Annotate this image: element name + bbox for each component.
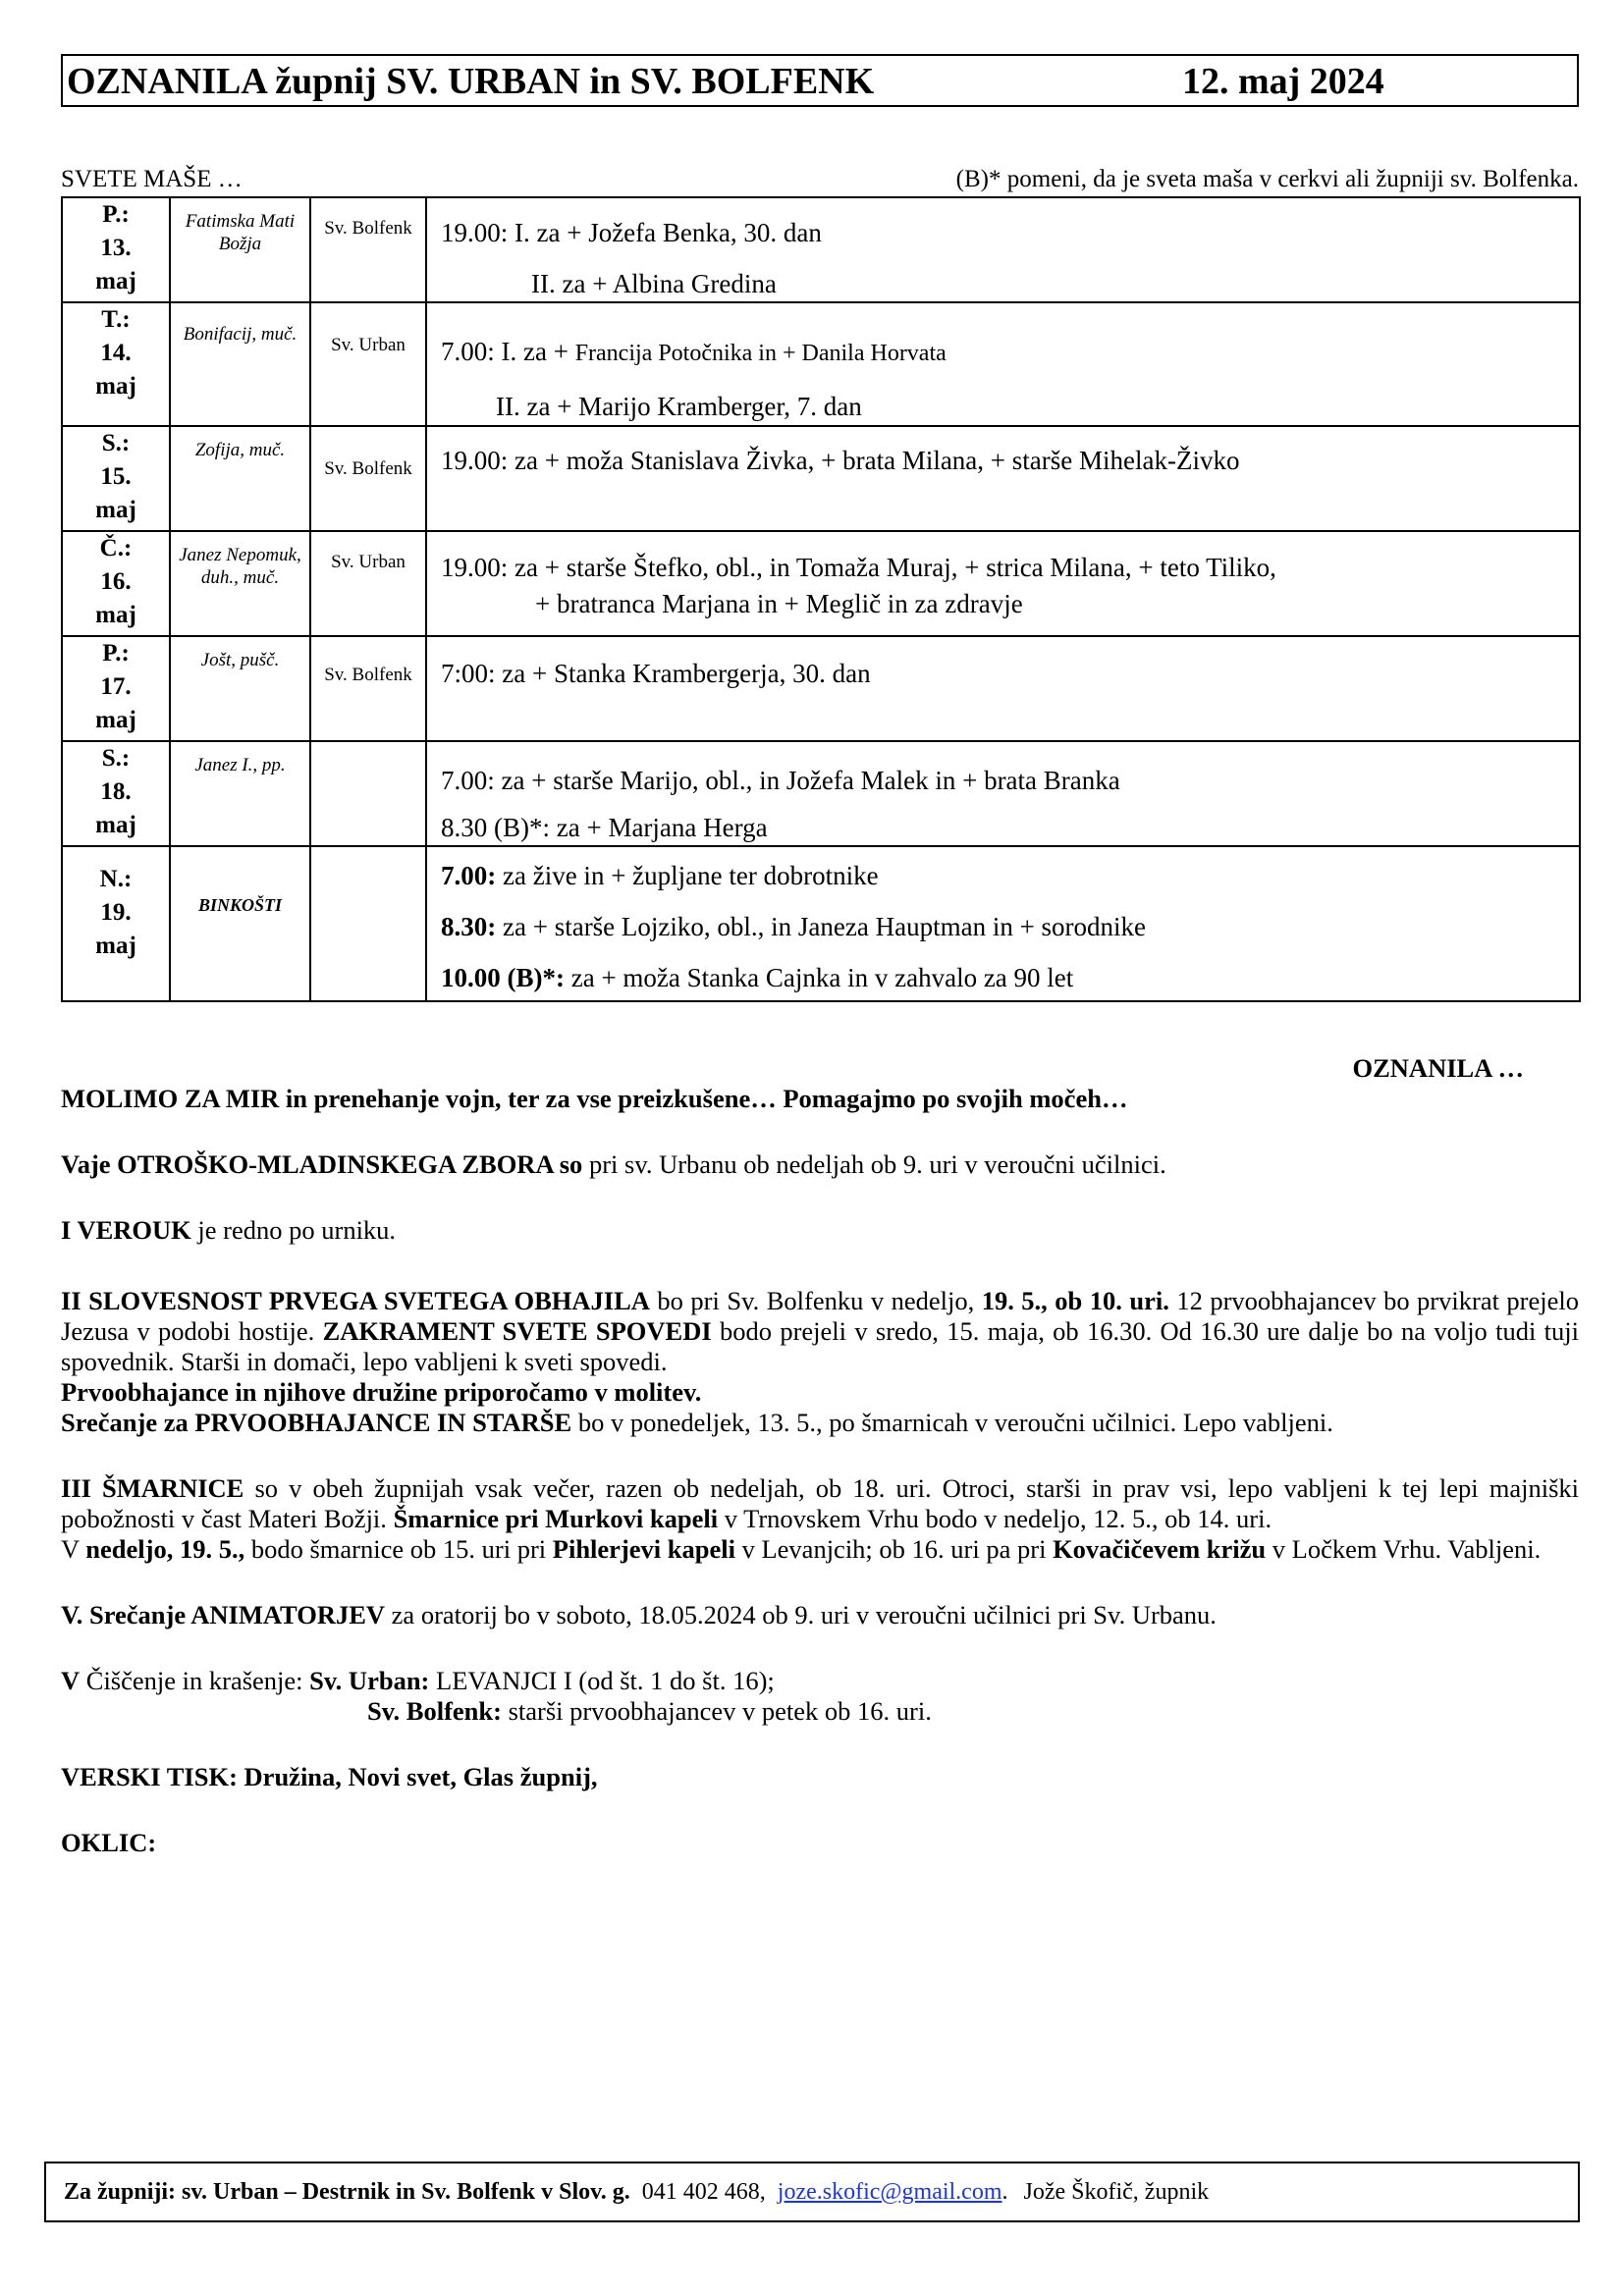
mass-cell: 7:00: za + Stanka Krambergerja, 30. dan bbox=[426, 636, 1580, 741]
cleaning-line: V Čiščenje in krašenje: Sv. Urban: LEVANJCI I (od št. 1 do št. 16); bbox=[61, 1666, 775, 1695]
mass-cell: 7.00: za + starše Marijo, obl., in Jožefa Malek in + brata Branka 8.30 (B)*: za + Marjana Herga bbox=[426, 741, 1580, 846]
announcements bbox=[61, 1053, 1579, 1858]
mass-schedule-table bbox=[61, 196, 1581, 1002]
animators-line: V. Srečanje ANIMATORJEV za oratorij bo v soboto, 18.05.2024 ob 9. uri v veroučni učilnici pri Sv. Urbanu. bbox=[61, 1600, 1217, 1629]
footer-phone: 041 402 468, bbox=[641, 2179, 766, 2205]
church-cell: Sv. Bolfenk bbox=[310, 197, 426, 302]
footer-priest: Jože Škofič, župnik bbox=[1023, 2179, 1210, 2205]
church-cell: Sv. Urban bbox=[310, 531, 426, 636]
saint-cell: Jošt, pušč. bbox=[170, 636, 310, 741]
mass-cell: 19.00: I. za + Jožefa Benka, 30. dan II. za + Albina Gredina bbox=[426, 197, 1580, 302]
choir-line: Vaje OTROŠKO-MLADINSKEGA ZBORA so pri sv. Urbanu ob nedeljah ob 9. uri v veroučni učilnici. bbox=[61, 1149, 1166, 1179]
day-cell: S.: 15. maj bbox=[62, 426, 170, 531]
mass-cell: 19.00: za + moža Stanislava Živka, + brata Milana, + starše Mihelak-Živko bbox=[426, 426, 1580, 531]
table-row bbox=[62, 302, 1580, 426]
cleaning-bolfenk-line: Sv. Bolfenk: starši prvoobhajancev v petek ob 16. uri. bbox=[367, 1696, 932, 1726]
day-cell: Č.: 16. maj bbox=[62, 531, 170, 636]
church-cell: Sv. Bolfenk bbox=[310, 636, 426, 741]
religious-press-line: VERSKI TISK: Družina, Novi svet, Glas župnij, bbox=[61, 1762, 598, 1791]
saint-cell: Bonifacij, muč. bbox=[170, 302, 310, 426]
first-communion-paragraph: II SLOVESNOST PRVEGA SVETEGA OBHAJILA bo pri Sv. Bolfenku v nedeljo, 19. 5., ob 10. uri. 12 prvoobhajancev bo prvikrat prejelo Jezusa v podobi hostije. ZAKRAMENT SVETE SPOVEDI bodo prejeli v sredo, 15. maja, ob 16.30. Od 16.30 ure dalje bo na voljo tudi tuji spovednik. Starši in domači, lepo vabljeni k sveti spovedi. bbox=[61, 1286, 1580, 1376]
saint-cell: Janez Nepomuk, duh., muč. bbox=[170, 531, 310, 636]
smarnice-paragraph: III ŠMARNICE so v obeh župnijah vsak večer, razen ob nedeljah, ob 18. uri. Otroci, starši in prav vsi, lepo vabljeni k tej lepi majniški pobožnosti v čast Materi Božji. Šmarnice pri Murkovi kapeli v Trnovskem Vrhu bodo v nedeljo, 12. 5., ob 14. uri. bbox=[61, 1473, 1579, 1533]
announcements-heading: OZNANILA … bbox=[1352, 1053, 1524, 1083]
mass-cell: 19.00: za + starše Štefko, obl., in Tomaža Muraj, + strica Milana, + teto Tiliko, + bratranca Marjana in + Meglič in za zdravje bbox=[426, 531, 1580, 636]
day-cell: T.: 14. maj bbox=[62, 302, 170, 426]
header-date: 12. maj 2024 bbox=[1182, 61, 1384, 102]
table-row bbox=[62, 426, 1580, 531]
day-cell: P.: 13. maj bbox=[62, 197, 170, 302]
table-row bbox=[62, 741, 1580, 846]
header-box bbox=[61, 54, 1579, 107]
table-row bbox=[62, 636, 1580, 741]
table-row bbox=[62, 531, 1580, 636]
saint-cell: Fatimska Mati Božja bbox=[170, 197, 310, 302]
page-title: OZNANILA župnij SV. URBAN in SV. BOLFENK bbox=[67, 61, 875, 102]
masses-heading: SVETE MAŠE … bbox=[61, 166, 243, 192]
day-cell: N.: 19. maj bbox=[62, 846, 170, 1001]
day-cell: P.: 17. maj bbox=[62, 636, 170, 741]
saint-cell: Zofija, muč. bbox=[170, 426, 310, 531]
footer-parishes: Za župniji: sv. Urban – Destrnik in Sv. Bolfenk v Slov. g. bbox=[64, 2179, 630, 2205]
table-row bbox=[62, 846, 1580, 1001]
catechism-line: I VEROUK je redno po urniku. bbox=[61, 1215, 397, 1245]
saint-cell: BINKOŠTI bbox=[170, 846, 310, 1001]
email-link[interactable]: joze.skofic@gmail.com bbox=[777, 2179, 1002, 2205]
church-cell: Sv. Urban bbox=[310, 302, 426, 426]
table-row bbox=[62, 197, 1580, 302]
peace-line: MOLIMO ZA MIR in prenehanje vojn, ter za vse preizkušene… Pomagajmo po svojih močeh… bbox=[61, 1084, 1128, 1113]
smarnice-sunday-paragraph: V nedeljo, 19. 5., bodo šmarnice ob 15. uri pri Pihlerjevi kapeli v Levanjcih; ob 16. uri pa pri Kovačičevem križu v Ločkem Vrhu. Vabljeni. bbox=[61, 1534, 1542, 1564]
church-cell bbox=[310, 741, 426, 846]
day-cell: S.: 18. maj bbox=[62, 741, 170, 846]
saint-cell: Janez I., pp. bbox=[170, 741, 310, 846]
church-cell: Sv. Bolfenk bbox=[310, 426, 426, 531]
footer-box: Za župniji: sv. Urban – Destrnik in Sv. Bolfenk v Slov. g. 041 402 468, joze.skofic@gmail.com. Jože Škofič, župnik bbox=[44, 2162, 1580, 2222]
church-cell bbox=[310, 846, 426, 1001]
mass-cell: 7.00: I. za + Francija Potočnika in + Danila Horvata II. za + Marijo Kramberger, 7. dan bbox=[426, 302, 1580, 426]
banns-line: OKLIC: bbox=[61, 1828, 157, 1857]
parents-meeting-line: Srečanje za PRVOOBHAJANCE IN STARŠE bo v ponedeljek, 13. 5., po šmarnicah v veroučni učilnici. Lepo vabljeni. bbox=[61, 1408, 1333, 1437]
prayer-line: Prvoobhajance in njihove družine priporočamo v molitev. bbox=[61, 1377, 702, 1407]
mass-cell: 7.00: za žive in + župljane ter dobrotnike 8.30: za + starše Lojziko, obl., in Janeza Hauptman in + sorodnike 10.00 (B)*: za + moža Stanka Cajnka in v zahvalo za 90 let bbox=[426, 846, 1580, 1001]
masses-legend: (B)* pomeni, da je sveta maša v cerkvi ali župniji sv. Bolfenka. bbox=[955, 166, 1579, 192]
